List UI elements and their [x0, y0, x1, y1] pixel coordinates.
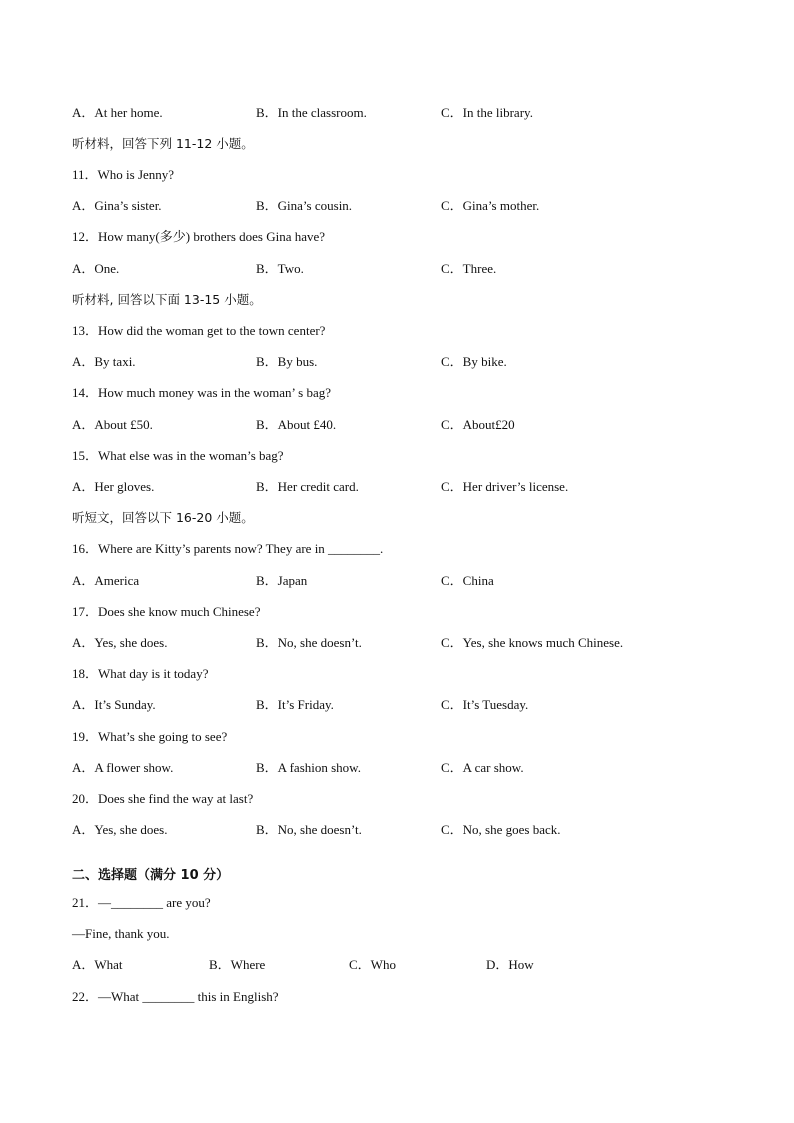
option-a: A．Her gloves.	[72, 479, 155, 494]
section-2-title: 二、选择题（满分 10 分）	[72, 868, 230, 883]
question-14: 14．How much money was in the woman’ s bag?	[72, 385, 331, 400]
question-21-reply: —Fine, thank you.	[72, 926, 170, 941]
question-15: 15．What else was in the woman’s bag?	[72, 448, 284, 463]
option-b: B．In the classroom.	[256, 105, 367, 120]
question-21: 21．—________ are you?	[72, 895, 211, 910]
option-a: A．Gina’s sister.	[72, 198, 162, 213]
option-a: A．By taxi.	[72, 354, 136, 369]
question-19: 19．What’s she going to see?	[72, 729, 228, 744]
question-20: 20．Does she find the way at last?	[72, 791, 254, 806]
option-c: C．Yes, she knows much Chinese.	[441, 635, 624, 650]
question-13: 13．How did the woman get to the town center?	[72, 323, 326, 338]
option-a: A．America	[72, 573, 140, 588]
option-c: C．About£20	[441, 417, 515, 432]
option-b: B．Where	[209, 957, 266, 972]
question-22: 22．—What ________ this in English?	[72, 989, 279, 1004]
option-b: B．No, she doesn’t.	[256, 822, 362, 837]
option-a: A．What	[72, 957, 123, 972]
option-c: C．A car show.	[441, 760, 524, 775]
option-a: A．It’s Sunday.	[72, 697, 156, 712]
option-a: A．Yes, she does.	[72, 822, 168, 837]
option-b: B．About £40.	[256, 417, 337, 432]
option-a: A．About £50.	[72, 417, 153, 432]
option-c: C．No, she goes back.	[441, 822, 561, 837]
option-c: C．China	[441, 573, 494, 588]
option-b: B．By bus.	[256, 354, 318, 369]
option-b: B．Two.	[256, 261, 304, 276]
option-c: C．Her driver’s license.	[441, 479, 569, 494]
instruction-13-15: 听材料, 回答以下面 13-15 小题。	[72, 292, 262, 307]
option-b: B．Japan	[256, 573, 308, 588]
question-17: 17．Does she know much Chinese?	[72, 604, 261, 619]
instruction-16-20: 听短文，回答以下 16-20 小题。	[72, 510, 254, 525]
question-12: 12．How many(多少) brothers does Gina have?	[72, 229, 326, 244]
option-a: A．A flower show.	[72, 760, 174, 775]
option-c: C．Three.	[441, 261, 497, 276]
option-b: B．It’s Friday.	[256, 697, 334, 712]
option-b: B．Her credit card.	[256, 479, 359, 494]
option-b: B．Gina’s cousin.	[256, 198, 353, 213]
instruction-11-12: 听材料，回答下列 11-12 小题。	[72, 136, 254, 151]
option-a: A．At her home.	[72, 105, 163, 120]
option-a: A．One.	[72, 261, 120, 276]
question-16: 16．Where are Kitty’s parents now? They are in ________.	[72, 541, 384, 556]
option-c: C．In the library.	[441, 105, 533, 120]
option-b: B．A fashion show.	[256, 760, 361, 775]
question-18: 18．What day is it today?	[72, 666, 209, 681]
option-c: C．It’s Tuesday.	[441, 697, 529, 712]
question-11: 11．Who is Jenny?	[72, 167, 175, 182]
option-c: C．By bike.	[441, 354, 507, 369]
option-d: D．How	[486, 957, 534, 972]
option-c: C．Gina’s mother.	[441, 198, 540, 213]
option-b: B．No, she doesn’t.	[256, 635, 362, 650]
option-c: C．Who	[349, 957, 396, 972]
option-a: A．Yes, she does.	[72, 635, 168, 650]
